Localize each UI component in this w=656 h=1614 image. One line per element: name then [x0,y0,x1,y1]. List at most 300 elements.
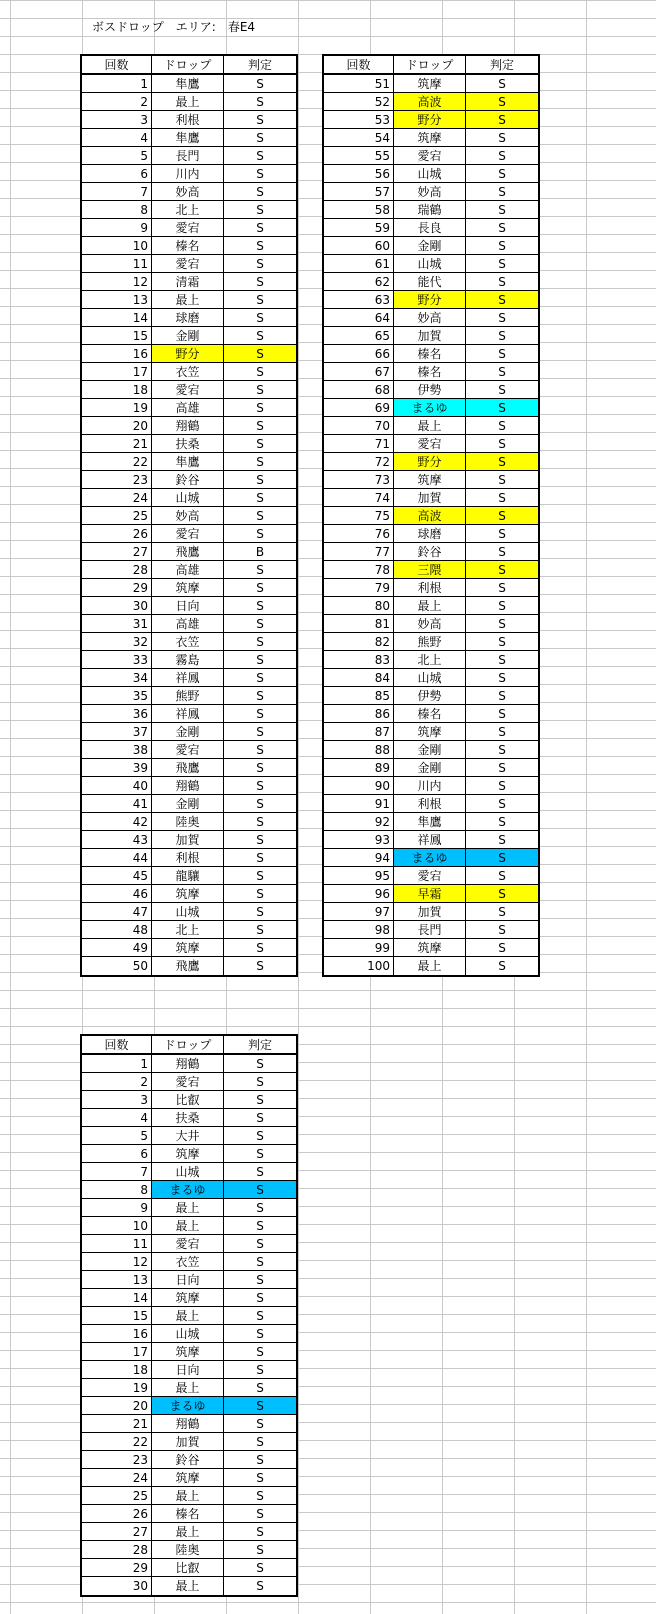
count-cell[interactable]: 10 [82,237,152,255]
count-cell[interactable]: 4 [82,129,152,147]
drop-cell[interactable]: 球磨 [152,309,224,327]
count-cell[interactable]: 37 [82,723,152,741]
result-cell[interactable]: S [224,1307,296,1325]
header-result[interactable]: 判定 [466,56,538,74]
result-cell[interactable]: S [466,399,538,417]
drop-cell[interactable]: 高雄 [152,561,224,579]
drop-cell[interactable]: 陸奥 [152,813,224,831]
result-cell[interactable]: S [224,831,296,849]
drop-cell[interactable]: 翔鶴 [152,1055,224,1073]
drop-cell[interactable]: 球磨 [394,525,466,543]
count-cell[interactable]: 24 [82,1469,152,1487]
drop-cell[interactable]: 野分 [152,345,224,363]
count-cell[interactable]: 57 [324,183,394,201]
drop-cell[interactable]: 筑摩 [152,1145,224,1163]
drop-cell[interactable]: 榛名 [152,237,224,255]
result-cell[interactable]: S [466,687,538,705]
count-cell[interactable]: 11 [82,255,152,273]
count-cell[interactable]: 64 [324,309,394,327]
drop-cell[interactable]: 高波 [394,93,466,111]
result-cell[interactable]: S [466,201,538,219]
drop-cell[interactable]: 陸奥 [152,1541,224,1559]
drop-cell[interactable]: 衣笠 [152,633,224,651]
result-cell[interactable]: S [224,201,296,219]
count-cell[interactable]: 82 [324,633,394,651]
drop-cell[interactable]: 高雄 [152,615,224,633]
count-cell[interactable]: 98 [324,921,394,939]
count-cell[interactable]: 13 [82,291,152,309]
result-cell[interactable]: S [224,741,296,759]
result-cell[interactable]: S [466,579,538,597]
result-cell[interactable]: S [224,273,296,291]
result-cell[interactable]: S [224,1325,296,1343]
count-cell[interactable]: 30 [82,597,152,615]
result-cell[interactable]: S [224,1451,296,1469]
count-cell[interactable]: 4 [82,1109,152,1127]
drop-cell[interactable]: 龍驤 [152,867,224,885]
drop-cell[interactable]: 早霜 [394,885,466,903]
count-cell[interactable]: 19 [82,399,152,417]
drop-cell[interactable]: 筑摩 [394,723,466,741]
drop-cell[interactable]: 最上 [394,597,466,615]
count-cell[interactable]: 54 [324,129,394,147]
count-cell[interactable]: 15 [82,1307,152,1325]
drop-cell[interactable]: 比叡 [152,1091,224,1109]
result-cell[interactable]: S [224,1127,296,1145]
count-cell[interactable]: 67 [324,363,394,381]
result-cell[interactable]: S [224,1271,296,1289]
result-cell[interactable]: S [224,1433,296,1451]
drop-cell[interactable]: 隼鷹 [152,129,224,147]
result-cell[interactable]: S [466,921,538,939]
count-cell[interactable]: 22 [82,453,152,471]
drop-cell[interactable]: 筑摩 [152,885,224,903]
count-cell[interactable]: 74 [324,489,394,507]
drop-cell[interactable]: 大井 [152,1127,224,1145]
drop-cell[interactable]: 金剛 [152,795,224,813]
drop-cell[interactable]: 榛名 [394,363,466,381]
drop-cell[interactable]: 山城 [152,489,224,507]
result-cell[interactable]: S [224,345,296,363]
drop-cell[interactable]: 高雄 [152,399,224,417]
drop-cell[interactable]: 愛宕 [394,147,466,165]
drop-cell[interactable]: 筑摩 [394,471,466,489]
result-cell[interactable]: S [224,1181,296,1199]
result-cell[interactable]: S [466,93,538,111]
count-cell[interactable]: 11 [82,1235,152,1253]
drop-cell[interactable]: 金剛 [394,741,466,759]
count-cell[interactable]: 3 [82,111,152,129]
result-cell[interactable]: S [224,93,296,111]
drop-cell[interactable]: 愛宕 [152,381,224,399]
count-cell[interactable]: 60 [324,237,394,255]
result-cell[interactable]: S [224,1343,296,1361]
count-cell[interactable]: 20 [82,1397,152,1415]
result-cell[interactable]: S [224,1397,296,1415]
count-cell[interactable]: 25 [82,1487,152,1505]
result-cell[interactable]: S [224,1559,296,1577]
count-cell[interactable]: 6 [82,1145,152,1163]
result-cell[interactable]: S [224,777,296,795]
count-cell[interactable]: 19 [82,1379,152,1397]
count-cell[interactable]: 73 [324,471,394,489]
drop-cell[interactable]: 伊勢 [394,687,466,705]
drop-cell[interactable]: 榛名 [152,1505,224,1523]
result-cell[interactable]: S [466,471,538,489]
count-cell[interactable]: 84 [324,669,394,687]
count-cell[interactable]: 55 [324,147,394,165]
drop-cell[interactable]: 妙高 [152,507,224,525]
drop-cell[interactable]: 北上 [152,201,224,219]
result-cell[interactable]: S [224,417,296,435]
result-cell[interactable]: S [224,435,296,453]
count-cell[interactable]: 28 [82,561,152,579]
result-cell[interactable]: S [466,489,538,507]
drop-cell[interactable]: 清霜 [152,273,224,291]
drop-cell[interactable]: 扶桑 [152,1109,224,1127]
drop-cell[interactable]: 北上 [152,921,224,939]
drop-cell[interactable]: 隼鷹 [394,813,466,831]
count-cell[interactable]: 61 [324,255,394,273]
result-cell[interactable]: S [466,111,538,129]
count-cell[interactable]: 31 [82,615,152,633]
count-cell[interactable]: 88 [324,741,394,759]
count-cell[interactable]: 69 [324,399,394,417]
count-cell[interactable]: 27 [82,543,152,561]
result-cell[interactable]: S [224,75,296,93]
drop-cell[interactable]: 最上 [152,1577,224,1595]
count-cell[interactable]: 30 [82,1577,152,1595]
drop-cell[interactable]: 祥鳳 [152,705,224,723]
count-cell[interactable]: 26 [82,1505,152,1523]
count-cell[interactable]: 78 [324,561,394,579]
drop-cell[interactable]: 山城 [394,255,466,273]
drop-cell[interactable]: 筑摩 [394,939,466,957]
count-cell[interactable]: 5 [82,1127,152,1145]
drop-cell[interactable]: 翔鶴 [152,777,224,795]
drop-cell[interactable]: 金剛 [152,327,224,345]
result-cell[interactable]: S [466,759,538,777]
result-cell[interactable]: S [466,165,538,183]
drop-cell[interactable]: 日向 [152,1361,224,1379]
count-cell[interactable]: 47 [82,903,152,921]
drop-cell[interactable]: 川内 [152,165,224,183]
result-cell[interactable]: S [466,939,538,957]
drop-cell[interactable]: 金剛 [394,237,466,255]
count-cell[interactable]: 43 [82,831,152,849]
drop-cell[interactable]: 妙高 [394,309,466,327]
drop-cell[interactable]: 野分 [394,291,466,309]
count-cell[interactable]: 5 [82,147,152,165]
result-cell[interactable]: S [224,1073,296,1091]
result-cell[interactable]: S [466,507,538,525]
result-cell[interactable]: S [466,813,538,831]
count-cell[interactable]: 62 [324,273,394,291]
drop-cell[interactable]: 熊野 [394,633,466,651]
drop-cell[interactable]: 利根 [152,111,224,129]
count-cell[interactable]: 29 [82,1559,152,1577]
result-cell[interactable]: S [466,327,538,345]
count-cell[interactable]: 1 [82,1055,152,1073]
result-cell[interactable]: S [224,651,296,669]
result-cell[interactable]: S [224,219,296,237]
count-cell[interactable]: 95 [324,867,394,885]
result-cell[interactable]: S [224,561,296,579]
result-cell[interactable]: S [224,1469,296,1487]
count-cell[interactable]: 53 [324,111,394,129]
count-cell[interactable]: 20 [82,417,152,435]
result-cell[interactable]: S [224,759,296,777]
drop-cell[interactable]: 筑摩 [152,939,224,957]
result-cell[interactable]: S [224,1361,296,1379]
count-cell[interactable]: 42 [82,813,152,831]
count-cell[interactable]: 49 [82,939,152,957]
drop-cell[interactable]: 隼鷹 [152,75,224,93]
result-cell[interactable]: S [224,489,296,507]
result-cell[interactable]: S [224,921,296,939]
count-cell[interactable]: 58 [324,201,394,219]
count-cell[interactable]: 68 [324,381,394,399]
result-cell[interactable]: S [224,525,296,543]
header-drop[interactable]: ドロップ [152,1036,224,1054]
drop-cell[interactable]: 野分 [394,111,466,129]
drop-cell[interactable]: 瑞鶴 [394,201,466,219]
drop-cell[interactable]: 扶桑 [152,435,224,453]
drop-cell[interactable]: 最上 [152,1217,224,1235]
result-cell[interactable]: S [224,1541,296,1559]
result-cell[interactable]: S [224,885,296,903]
result-cell[interactable]: S [466,705,538,723]
header-result[interactable]: 判定 [224,1036,296,1054]
count-cell[interactable]: 100 [324,957,394,975]
drop-cell[interactable]: 最上 [152,93,224,111]
result-cell[interactable]: S [224,1091,296,1109]
count-cell[interactable]: 12 [82,1253,152,1271]
result-cell[interactable]: S [224,1487,296,1505]
drop-cell[interactable]: 最上 [152,1307,224,1325]
result-cell[interactable]: S [466,885,538,903]
count-cell[interactable]: 24 [82,489,152,507]
count-cell[interactable]: 89 [324,759,394,777]
result-cell[interactable]: S [224,1163,296,1181]
drop-cell[interactable]: まるゆ [152,1181,224,1199]
result-cell[interactable]: S [224,597,296,615]
drop-cell[interactable]: 筑摩 [152,579,224,597]
count-cell[interactable]: 93 [324,831,394,849]
result-cell[interactable]: S [224,705,296,723]
drop-cell[interactable]: 祥鳳 [152,669,224,687]
result-cell[interactable]: S [224,1523,296,1541]
drop-cell[interactable]: 最上 [152,1199,224,1217]
count-cell[interactable]: 80 [324,597,394,615]
drop-cell[interactable]: 飛鷹 [152,957,224,975]
drop-cell[interactable]: 衣笠 [152,363,224,381]
drop-cell[interactable]: 最上 [152,1487,224,1505]
drop-cell[interactable]: 金剛 [394,759,466,777]
count-cell[interactable]: 15 [82,327,152,345]
result-cell[interactable]: S [224,237,296,255]
count-cell[interactable]: 91 [324,795,394,813]
result-cell[interactable]: S [466,345,538,363]
count-cell[interactable]: 85 [324,687,394,705]
drop-cell[interactable]: 山城 [152,903,224,921]
drop-cell[interactable]: 川内 [394,777,466,795]
drop-cell[interactable]: 愛宕 [152,525,224,543]
count-cell[interactable]: 77 [324,543,394,561]
drop-cell[interactable]: 日向 [152,597,224,615]
count-cell[interactable]: 71 [324,435,394,453]
drop-cell[interactable]: まるゆ [152,1397,224,1415]
drop-cell[interactable]: 野分 [394,453,466,471]
result-cell[interactable]: S [466,291,538,309]
result-cell[interactable]: S [466,435,538,453]
count-cell[interactable]: 17 [82,363,152,381]
header-drop[interactable]: ドロップ [152,56,224,74]
count-cell[interactable]: 81 [324,615,394,633]
drop-cell[interactable]: 愛宕 [152,255,224,273]
count-cell[interactable]: 8 [82,201,152,219]
count-cell[interactable]: 59 [324,219,394,237]
result-cell[interactable]: S [466,219,538,237]
header-count[interactable]: 回数 [82,56,152,74]
result-cell[interactable]: S [466,273,538,291]
count-cell[interactable]: 8 [82,1181,152,1199]
drop-cell[interactable]: 鈴谷 [394,543,466,561]
result-cell[interactable]: S [224,687,296,705]
count-cell[interactable]: 66 [324,345,394,363]
drop-cell[interactable]: 最上 [394,957,466,975]
result-cell[interactable]: S [466,381,538,399]
result-cell[interactable]: S [224,849,296,867]
count-cell[interactable]: 45 [82,867,152,885]
count-cell[interactable]: 12 [82,273,152,291]
drop-cell[interactable]: 最上 [394,417,466,435]
drop-cell[interactable]: 金剛 [152,723,224,741]
count-cell[interactable]: 48 [82,921,152,939]
drop-cell[interactable]: 比叡 [152,1559,224,1577]
drop-cell[interactable]: 鈴谷 [152,471,224,489]
count-cell[interactable]: 90 [324,777,394,795]
result-cell[interactable]: S [466,795,538,813]
drop-cell[interactable]: 愛宕 [152,1073,224,1091]
drop-cell[interactable]: 愛宕 [152,1235,224,1253]
count-cell[interactable]: 34 [82,669,152,687]
drop-cell[interactable]: 加賀 [394,489,466,507]
result-cell[interactable]: S [224,813,296,831]
result-cell[interactable]: S [466,669,538,687]
result-cell[interactable]: S [498,959,506,973]
header-drop[interactable]: ドロップ [394,56,466,74]
drop-cell[interactable]: 最上 [152,1523,224,1541]
result-cell[interactable]: S [466,633,538,651]
result-cell[interactable]: S [224,165,296,183]
result-cell[interactable]: S [224,111,296,129]
count-cell[interactable]: 99 [324,939,394,957]
result-cell[interactable]: S [224,1109,296,1127]
result-cell[interactable]: S [466,597,538,615]
count-cell[interactable]: 14 [82,1289,152,1307]
count-cell[interactable]: 7 [82,1163,152,1181]
result-cell[interactable]: S [224,1379,296,1397]
result-cell[interactable]: S [224,183,296,201]
drop-cell[interactable]: 筑摩 [152,1289,224,1307]
count-cell[interactable]: 10 [82,1217,152,1235]
result-cell[interactable]: S [224,795,296,813]
count-cell[interactable]: 1 [82,75,152,93]
result-cell[interactable]: B [224,543,296,561]
result-cell[interactable]: S [466,867,538,885]
count-cell[interactable]: 22 [82,1433,152,1451]
drop-cell[interactable]: 北上 [394,651,466,669]
result-cell[interactable]: S [224,1235,296,1253]
count-cell[interactable]: 38 [82,741,152,759]
count-cell[interactable]: 27 [82,1523,152,1541]
count-cell[interactable]: 72 [324,453,394,471]
drop-cell[interactable]: 筑摩 [152,1343,224,1361]
count-cell[interactable]: 52 [324,93,394,111]
count-cell[interactable]: 18 [82,381,152,399]
drop-cell[interactable]: 愛宕 [394,867,466,885]
drop-cell[interactable]: 利根 [152,849,224,867]
result-cell[interactable]: S [224,1145,296,1163]
count-cell[interactable]: 75 [324,507,394,525]
drop-cell[interactable]: 鈴谷 [152,1451,224,1469]
drop-cell[interactable]: 榛名 [394,345,466,363]
count-cell[interactable]: 14 [82,309,152,327]
count-cell[interactable]: 13 [82,1271,152,1289]
drop-cell[interactable]: 筑摩 [394,75,466,93]
drop-cell[interactable]: まるゆ [394,399,466,417]
result-cell[interactable]: S [466,849,538,867]
result-cell[interactable]: S [466,183,538,201]
result-cell[interactable]: S [224,939,296,957]
drop-cell[interactable]: 長門 [152,147,224,165]
count-cell[interactable]: 87 [324,723,394,741]
result-cell[interactable]: S [466,237,538,255]
drop-cell[interactable]: 加賀 [394,327,466,345]
count-cell[interactable]: 50 [82,957,152,975]
result-cell[interactable]: S [466,615,538,633]
count-cell[interactable]: 41 [82,795,152,813]
result-cell[interactable]: S [466,561,538,579]
drop-cell[interactable]: 加賀 [152,831,224,849]
result-cell[interactable]: S [224,579,296,597]
drop-cell[interactable]: 飛鷹 [152,759,224,777]
count-cell[interactable]: 26 [82,525,152,543]
header-count[interactable]: 回数 [82,1036,152,1054]
count-cell[interactable]: 35 [82,687,152,705]
count-cell[interactable]: 9 [82,219,152,237]
count-cell[interactable]: 16 [82,345,152,363]
count-cell[interactable]: 2 [82,1073,152,1091]
result-cell[interactable]: S [224,1217,296,1235]
result-cell[interactable]: S [224,1253,296,1271]
result-cell[interactable]: S [224,1199,296,1217]
drop-cell[interactable]: 山城 [394,669,466,687]
header-result[interactable]: 判定 [224,56,296,74]
result-cell[interactable]: S [466,147,538,165]
count-cell[interactable]: 18 [82,1361,152,1379]
drop-cell[interactable]: 熊野 [152,687,224,705]
result-cell[interactable]: S [224,669,296,687]
count-cell[interactable]: 51 [324,75,394,93]
count-cell[interactable]: 3 [82,1091,152,1109]
result-cell[interactable]: S [466,75,538,93]
count-cell[interactable]: 94 [324,849,394,867]
result-cell[interactable]: S [224,633,296,651]
count-cell[interactable]: 83 [324,651,394,669]
result-cell[interactable]: S [224,615,296,633]
